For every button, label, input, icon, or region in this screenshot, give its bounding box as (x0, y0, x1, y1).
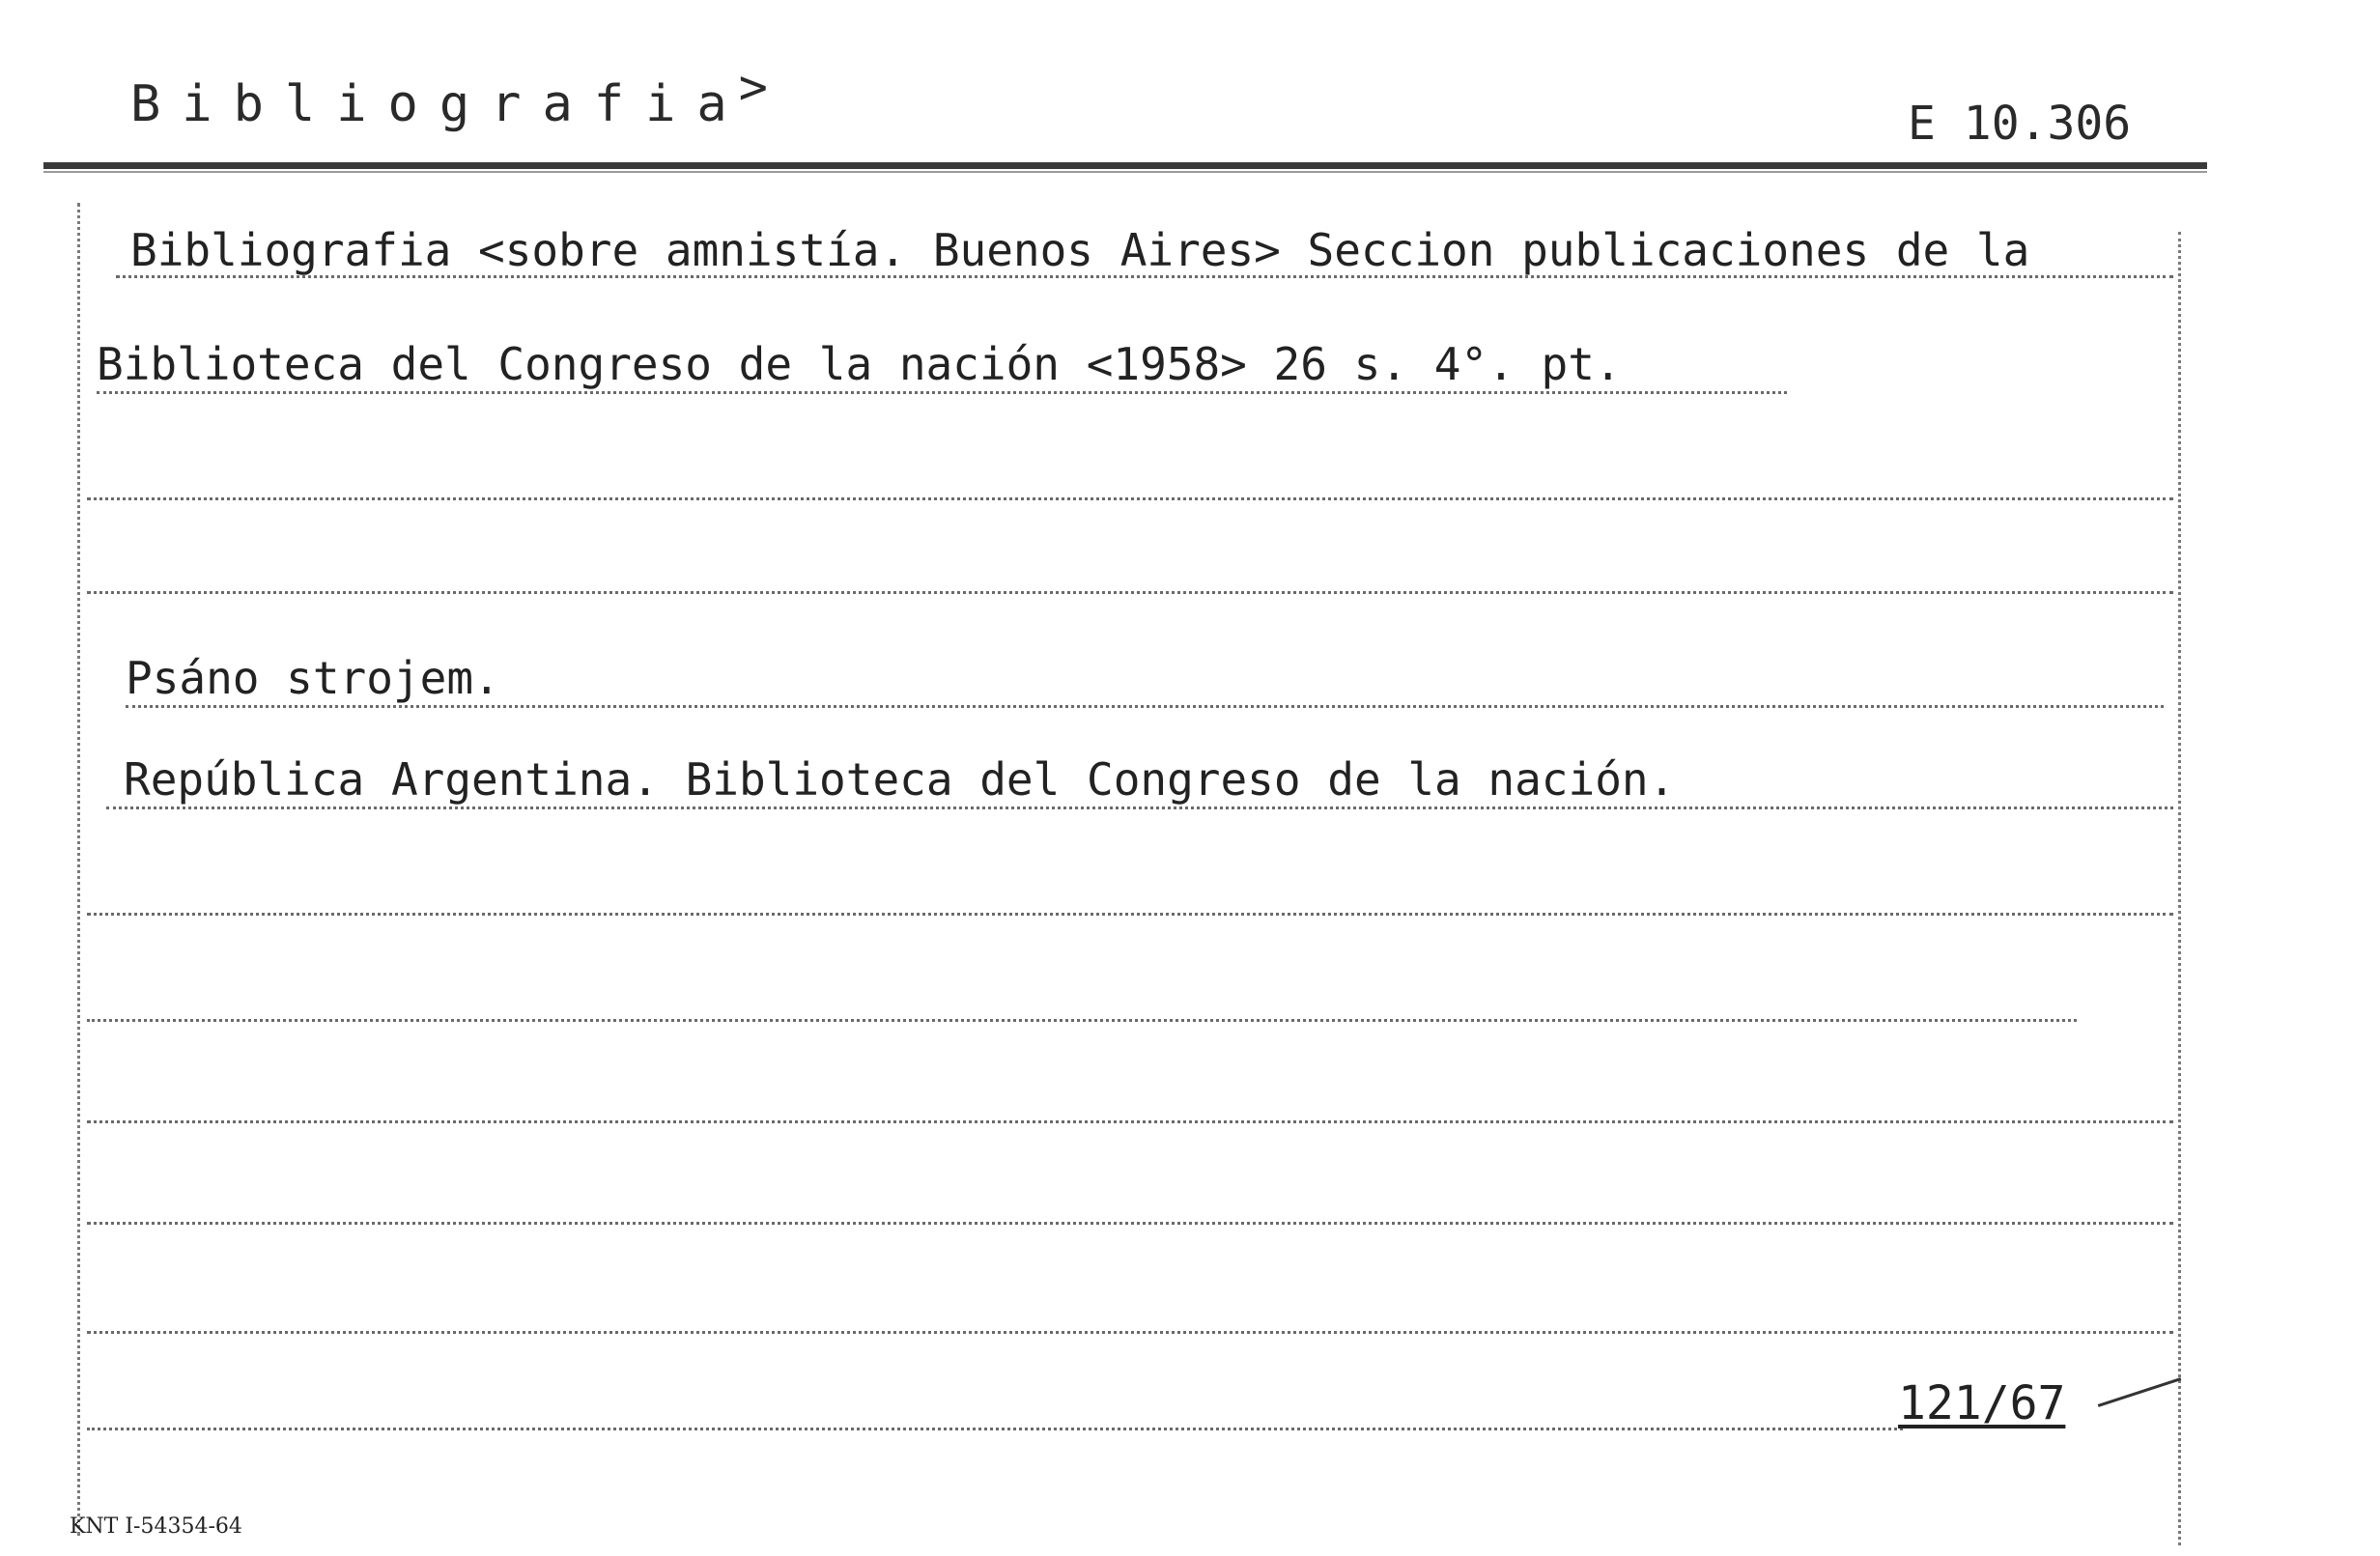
subject-line-underline (126, 705, 2164, 708)
blank-row (87, 497, 2173, 500)
page-reference-tick (2098, 1377, 2182, 1407)
card-heading (130, 59, 768, 133)
entry-line-1-underline (116, 275, 2173, 278)
entry-line-2-underline (97, 391, 1787, 394)
page-reference: 121/67 (1898, 1376, 2066, 1430)
blank-row (87, 913, 2173, 916)
header-rule (43, 162, 2207, 169)
subject-line: Psáno strojem. (126, 652, 500, 704)
blank-row (87, 1428, 1903, 1430)
blank-row (87, 1120, 2173, 1123)
heading-text: Bibliografia (130, 75, 749, 133)
header-rule-shadow (43, 171, 2207, 173)
right-margin-dots (2178, 232, 2181, 1545)
blank-row (87, 591, 2173, 594)
left-margin-dots (77, 203, 80, 1536)
footer-code: KNT I-54354-64 (70, 1514, 242, 1539)
entry-line-2: Biblioteca del Congreso de la nación <1958> 26 s. 4°. pt. (97, 338, 1622, 390)
author-line: República Argentina. Biblioteca del Congreso de la nación. (124, 753, 1676, 806)
entry-line-1: Bibliografia <sobre amnistía. Buenos Aires> Seccion publicaciones de la (130, 224, 2030, 276)
author-line-underline (106, 806, 2173, 809)
heading-mark: > (738, 59, 768, 115)
blank-row (87, 1222, 2173, 1225)
blank-row (87, 1019, 2077, 1022)
call-number: E 10.306 (1908, 97, 2132, 151)
blank-row (87, 1331, 2173, 1334)
